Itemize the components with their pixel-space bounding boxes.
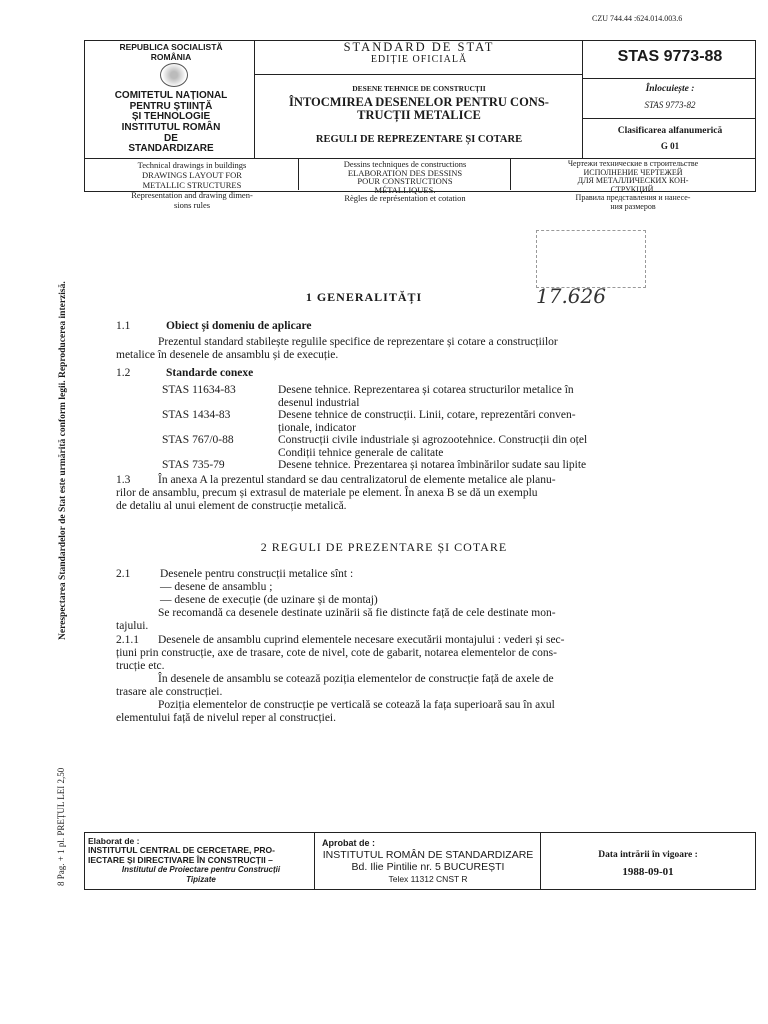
udc-code: CZU 744.44 :624.014.003.6 bbox=[592, 14, 683, 23]
price-note: 8 Pag. + 1 pl. PREȚUL LEI 2,50 bbox=[56, 767, 66, 886]
footer-divider-2 bbox=[540, 832, 541, 890]
section-1-2-number: 1.2 bbox=[116, 367, 131, 379]
section-2-1-text: Se recomandă ca desenele destinate uzinării să fie distincte față de cele destinate mon- tajului. bbox=[116, 607, 556, 632]
date-label: Data intrării în vigoare : bbox=[598, 850, 698, 860]
ref-description: Desene tehnice de construcții. Linii, cotare, reprezentări conven- ționale, indicator bbox=[278, 409, 576, 434]
header-divider-2 bbox=[582, 40, 583, 158]
registration-stamp bbox=[536, 230, 646, 288]
ref-description: Construcții civile industriale și agrozootehnice. Construcții din oțel Condiții tehnice generale de calitate bbox=[278, 434, 588, 459]
date-value: 1988-09-01 bbox=[622, 866, 674, 878]
replaces-label: Înlocuiește : bbox=[645, 84, 695, 94]
document-title: ÎNTOCMIREA DESENELOR PENTRU CONS- TRUCȚII METALICE bbox=[289, 95, 549, 122]
header-divider-4 bbox=[510, 158, 511, 190]
stas-code: STAS 9773-88 bbox=[617, 48, 723, 65]
institute-name: INSTITUTUL ROMÂN DE STANDARDIZARE bbox=[121, 122, 221, 154]
title-english: Technical drawings in buildings DRAWINGS LAYOUT FOR METALLIC STRUCTURES Representation and drawing dimen- sions rules bbox=[131, 160, 253, 210]
section-2-heading: 2 REGULI DE PREZENTARE ȘI COTARE bbox=[260, 540, 508, 554]
committee-name: COMITETUL NAȚIONAL PENTRU ȘTIINȚĂ ȘI TEHNOLOGIE bbox=[114, 90, 228, 122]
elaborat-label: Elaborat de : bbox=[88, 836, 140, 846]
aprobat-by: INSTITUTUL ROMÂN DE STANDARDIZARE Bd. Ilie Pintilie nr. 5 BUCUREȘTI Telex 11312 CNST R bbox=[322, 849, 534, 884]
ref-code: STAS 735-79 bbox=[162, 459, 225, 471]
header-divider-1 bbox=[254, 40, 255, 158]
header-title-rule bbox=[254, 74, 582, 75]
classification-value: G 01 bbox=[660, 141, 680, 151]
ref-code: STAS 767/0-88 bbox=[162, 434, 234, 446]
section-1-1-number: 1.1 bbox=[116, 320, 131, 332]
document-category: DESENE TEHNICE DE CONSTRUCȚII bbox=[352, 84, 486, 93]
copyright-notice: Nerespectarea Standardelor de Stat este urmărită conform legii. Reproducerea interzisă. bbox=[58, 281, 68, 640]
section-2-1-1-number: 2.1.1 bbox=[116, 634, 139, 646]
section-1-1-title: Obiect și domeniu de aplicare bbox=[166, 320, 312, 332]
classification-label: Clasificarea alfanumerică bbox=[617, 126, 723, 136]
header-divider-3 bbox=[298, 158, 299, 190]
standard-type: STANDARD DE STAT bbox=[343, 40, 495, 54]
section-2-paragraph: Poziția elementelor de construcție pe verticală se cotează la fața superioară sau în axul elementului față de nivelul reper al construcției. bbox=[116, 699, 555, 724]
handwritten-number: 17.626 bbox=[536, 284, 606, 308]
title-russian: Чертежи технические в строительстве ИСПОЛНЕНИЕ ЧЕРТЕЖЕЙ ДЛЯ МЕТАЛЛИЧЕСКИХ КОН- СТРУКЦИЙ. Правила представления и нанесе- ния размеров bbox=[567, 159, 699, 211]
ref-code: STAS 1434-83 bbox=[162, 409, 231, 421]
elaborat-by: INSTITUTUL CENTRAL DE CERCETARE, PRO- IECTARE ȘI DIRECTIVARE ÎN CONSTRUCȚII – Institutul de Proiectare pentru Construcții Tipizate bbox=[88, 845, 281, 884]
title-french: Dessins techniques de constructions ELABORATION DES DESSINS POUR CONSTRUCTIONS MÉTALLIQUES. Règles de représentation et cotation bbox=[343, 159, 467, 203]
stas-code-rule bbox=[582, 78, 756, 79]
replaces-value: STAS 9773-82 bbox=[644, 100, 696, 110]
section-1-heading: 1 GENERALITĂȚI bbox=[305, 290, 423, 304]
section-1-3-text: În anexa A la prezentul standard se dau centralizatorul de elemente metalice ale planu- rilor de ansamblu, precum și extrasul de materiale pe element. În anexa B se dă un exemplu de detaliu al unui element de construcție metalică. bbox=[116, 474, 556, 512]
replaces-rule bbox=[582, 118, 756, 119]
footer-divider-1 bbox=[314, 832, 315, 890]
section-1-2-title: Standarde conexe bbox=[166, 367, 254, 379]
section-1-1-text: Prezentul standard stabilește regulile specifice de reprezentare și cotare a construcțiilor metalice în desenele de ansamblu și de execuție. bbox=[116, 336, 558, 361]
section-2-1-number: 2.1 bbox=[116, 568, 131, 580]
document-subtitle: REGULI DE REPREZENTARE ȘI COTARE bbox=[315, 134, 523, 145]
country-name: REPUBLICA SOCIALISTĂ ROMÂNIA bbox=[119, 42, 223, 62]
section-2-paragraph: În desenele de ansamblu se cotează poziția elementelor de construcție față de axele de trasare ale construcției. bbox=[116, 673, 554, 698]
ref-description: Desene tehnice. Reprezentarea și cotarea structurilor metalice în desenul industrial bbox=[278, 384, 574, 409]
edition-label: EDIȚIE OFICIALĂ bbox=[370, 54, 468, 65]
aprobat-label: Aprobat de : bbox=[322, 838, 375, 848]
section-1-3-number: 1.3 bbox=[116, 474, 131, 486]
section-2-1-1-text: Desenele de ansamblu cuprind elementele necesare executării montajului : vederi și sec- țiuni prin construcție, axe de trasare, cote de nivel, cote de gabarit, notarea elementelor de cons- trucție etc. bbox=[116, 634, 565, 672]
ref-description: Desene tehnice. Prezentarea și notarea îmbinărilor sudate sau lipite bbox=[278, 459, 587, 471]
ref-code: STAS 11634-83 bbox=[162, 384, 236, 396]
section-2-1-list: Desenele pentru construcții metalice sînt : — desene de ansamblu ; — desene de execuție (de uzinare și de montaj) bbox=[160, 568, 378, 606]
coat-of-arms-icon bbox=[160, 63, 188, 87]
